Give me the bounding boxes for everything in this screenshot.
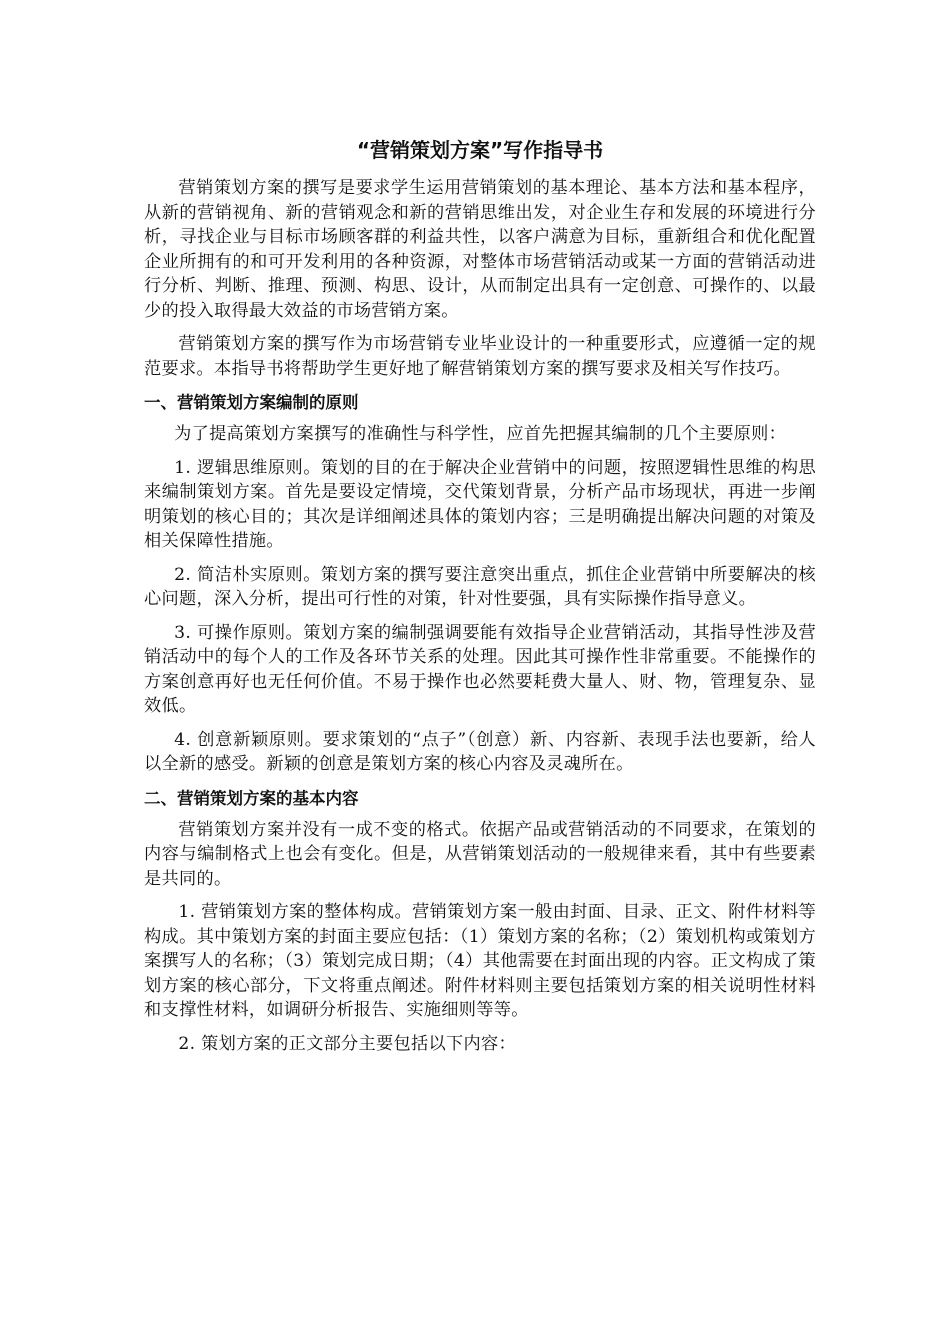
document-title: “营销策划方案”写作指导书 xyxy=(356,138,604,162)
section-1-lead: 为了提高策划方案撰写的准确性与科学性，应首先把握其编制的几个主要原则： xyxy=(174,424,787,444)
principle-4: 4. 创意新颖原则。要求策划的“点子”（创意）新、内容新、表现手法也要新，给人以全新的感受。新颖的创意是策划方案的核心内容及灵魂所在。 xyxy=(144,729,816,774)
principle-1: 1. 逻辑思维原则。策划的目的在于解决企业营销中的问题，按照逻辑性思维的构思来编制策划方案。首先是要设定情境，交代策划背景，分析产品市场现状，再进一步阐明策划的核心目的；其次是详细阐述具体的策划内容；三是明确提出解决问题的对策及相关保障性措施。 xyxy=(144,457,816,551)
intro-paragraph-1: 营销策划方案的撰写是要求学生运用营销策划的基本理论、基本方法和基本程序，从新的营销视角、新的营销观念和新的营销思维出发，对企业生存和发展的环境进行分析，寻找企业与目标市场顾客群的利益共性，以客户满意为目标，重新组合和优化配置企业所拥有的和可开发利用的各种资源，对整体市场营销活动或某一方面的营销活动进行分析、判断、推理、预测、构思、设计，从而制定出具有一定创意、可操作的、以最少的投入取得最大效益的市场营销方案。 xyxy=(144,178,816,321)
section-1-heading: 一、营销策划方案编制的原则 xyxy=(144,393,359,412)
section-2-heading: 二、营销策划方案的基本内容 xyxy=(144,788,359,808)
document-body xyxy=(144,132,816,1065)
intro-paragraph-2: 营销策划方案的撰写作为市场营销专业毕业设计的一种重要形式，应遵循一定的规范要求。本指导书将帮助学生更好地了解营销策划方案的撰写要求及相关写作技巧。 xyxy=(144,334,816,379)
section-2-lead: 营销策划方案并没有一成不变的格式。依据产品或营销活动的不同要求，在策划的内容与编制格式上也会有变化。但是，从营销策划活动的一般规律来看，其中有些要素是共同的。 xyxy=(144,819,816,889)
content-item-1: 1. 营销策划方案的整体构成。营销策划方案一般由封面、目录、正文、附件材料等构成。其中策划方案的封面主要应包括：（1）策划方案的名称；（2）策划机构或策划方案撰写人的名称；（3）策划完成日期；（4）其他需要在封面出现的内容。正文构成了策划方案的核心部分，下文将重点阐述。附件材料则主要包括策划方案的相关说明性材料和支撑性材料，如调研分析报告、实施细则等等。 xyxy=(144,902,816,1020)
principle-2: 2. 简洁朴实原则。策划方案的撰写要注意突出重点，抓住企业营销中所要解决的核心问题，深入分析，提出可行性的对策，针对性要强，具有实际操作指导意义。 xyxy=(144,564,816,609)
content-item-2: 2. 策划方案的正文部分主要包括以下内容： xyxy=(178,1033,516,1054)
principle-3: 3. 可操作原则。策划方案的编制强调要能有效指导企业营销活动，其指导性涉及营销活动中的每个人的工作及各环节关系的处理。因此其可操作性非常重要。不能操作的方案创意再好也无任何价值。不易于操作也必然要耗费大量人、财、物，管理复杂、显效低。 xyxy=(144,622,816,716)
